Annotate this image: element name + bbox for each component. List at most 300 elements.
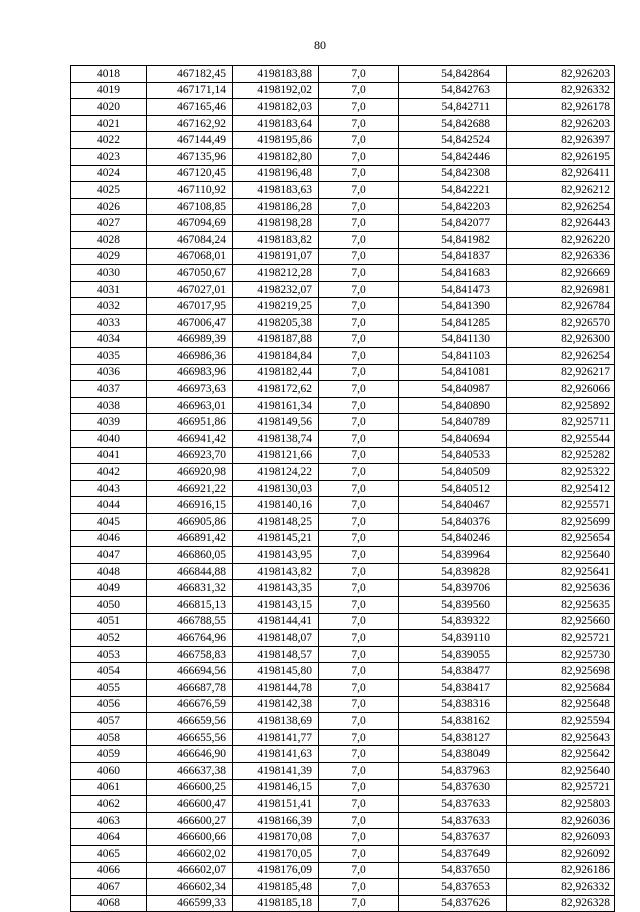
point-number-cell: 4033	[71, 314, 147, 331]
table-row	[71, 198, 615, 215]
longitude-cell: 82,925635	[507, 597, 615, 614]
table-row	[71, 165, 615, 182]
point-number-cell: 4025	[71, 182, 147, 199]
latitude-cell: 54,841390	[399, 298, 507, 315]
latitude-cell: 54,840467	[399, 497, 507, 514]
y-coordinate-cell: 4198191,07	[233, 248, 319, 265]
x-coordinate-cell: 466599,33	[147, 895, 233, 912]
point-number-cell: 4024	[71, 165, 147, 182]
accuracy-cell: 7,0	[319, 580, 399, 597]
table-row	[71, 132, 615, 149]
y-coordinate-cell: 4198170,08	[233, 829, 319, 846]
y-coordinate-cell: 4198148,25	[233, 514, 319, 531]
point-number-cell: 4038	[71, 397, 147, 414]
longitude-cell: 82,926093	[507, 829, 615, 846]
table-row	[71, 530, 615, 547]
point-number-cell: 4046	[71, 530, 147, 547]
point-number-cell: 4034	[71, 331, 147, 348]
coordinates-table	[70, 65, 615, 912]
point-number-cell: 4031	[71, 281, 147, 298]
latitude-cell: 54,837633	[399, 812, 507, 829]
accuracy-cell: 7,0	[319, 231, 399, 248]
accuracy-cell: 7,0	[319, 348, 399, 365]
table-row	[71, 779, 615, 796]
table-row	[71, 148, 615, 165]
x-coordinate-cell: 467027,01	[147, 281, 233, 298]
accuracy-cell: 7,0	[319, 148, 399, 165]
longitude-cell: 82,926443	[507, 215, 615, 232]
y-coordinate-cell: 4198166,39	[233, 812, 319, 829]
y-coordinate-cell: 4198140,16	[233, 497, 319, 514]
y-coordinate-cell: 4198138,74	[233, 431, 319, 448]
accuracy-cell: 7,0	[319, 646, 399, 663]
table-row	[71, 480, 615, 497]
latitude-cell: 54,842688	[399, 115, 507, 132]
y-coordinate-cell: 4198182,44	[233, 364, 319, 381]
accuracy-cell: 7,0	[319, 630, 399, 647]
x-coordinate-cell: 467017,95	[147, 298, 233, 315]
longitude-cell: 82,925684	[507, 679, 615, 696]
x-coordinate-cell: 466687,78	[147, 679, 233, 696]
accuracy-cell: 7,0	[319, 447, 399, 464]
accuracy-cell: 7,0	[319, 414, 399, 431]
longitude-cell: 82,925571	[507, 497, 615, 514]
y-coordinate-cell: 4198185,18	[233, 895, 319, 912]
point-number-cell: 4027	[71, 215, 147, 232]
point-number-cell: 4041	[71, 447, 147, 464]
latitude-cell: 54,841473	[399, 281, 507, 298]
x-coordinate-cell: 467110,92	[147, 182, 233, 199]
point-number-cell: 4058	[71, 729, 147, 746]
table-row	[71, 746, 615, 763]
longitude-cell: 82,926186	[507, 862, 615, 879]
latitude-cell: 54,841081	[399, 364, 507, 381]
accuracy-cell: 7,0	[319, 729, 399, 746]
longitude-cell: 82,925660	[507, 613, 615, 630]
x-coordinate-cell: 466659,56	[147, 713, 233, 730]
x-coordinate-cell: 466758,83	[147, 646, 233, 663]
latitude-cell: 54,842446	[399, 148, 507, 165]
accuracy-cell: 7,0	[319, 182, 399, 199]
latitude-cell: 54,838127	[399, 729, 507, 746]
y-coordinate-cell: 4198142,38	[233, 696, 319, 713]
y-coordinate-cell: 4198182,80	[233, 148, 319, 165]
y-coordinate-cell: 4198205,38	[233, 314, 319, 331]
y-coordinate-cell: 4198124,22	[233, 464, 319, 481]
table-row	[71, 762, 615, 779]
latitude-cell: 54,840789	[399, 414, 507, 431]
accuracy-cell: 7,0	[319, 99, 399, 116]
x-coordinate-cell: 466788,55	[147, 613, 233, 630]
latitude-cell: 54,839560	[399, 597, 507, 614]
x-coordinate-cell: 466655,56	[147, 729, 233, 746]
longitude-cell: 82,926332	[507, 879, 615, 896]
latitude-cell: 54,837637	[399, 829, 507, 846]
longitude-cell: 82,925721	[507, 630, 615, 647]
point-number-cell: 4065	[71, 845, 147, 862]
table-row	[71, 464, 615, 481]
longitude-cell: 82,925721	[507, 779, 615, 796]
point-number-cell: 4023	[71, 148, 147, 165]
x-coordinate-cell: 467171,14	[147, 82, 233, 99]
table-row	[71, 580, 615, 597]
accuracy-cell: 7,0	[319, 530, 399, 547]
longitude-cell: 82,925641	[507, 563, 615, 580]
accuracy-cell: 7,0	[319, 597, 399, 614]
accuracy-cell: 7,0	[319, 563, 399, 580]
x-coordinate-cell: 466600,47	[147, 796, 233, 813]
latitude-cell: 54,839964	[399, 547, 507, 564]
longitude-cell: 82,925322	[507, 464, 615, 481]
latitude-cell: 54,840890	[399, 397, 507, 414]
y-coordinate-cell: 4198149,56	[233, 414, 319, 431]
longitude-cell: 82,925654	[507, 530, 615, 547]
latitude-cell: 54,842077	[399, 215, 507, 232]
longitude-cell: 82,926092	[507, 845, 615, 862]
x-coordinate-cell: 466923,70	[147, 447, 233, 464]
accuracy-cell: 7,0	[319, 762, 399, 779]
point-number-cell: 4068	[71, 895, 147, 912]
x-coordinate-cell: 466921,22	[147, 480, 233, 497]
table-row	[71, 679, 615, 696]
x-coordinate-cell: 466676,59	[147, 696, 233, 713]
point-number-cell: 4042	[71, 464, 147, 481]
y-coordinate-cell: 4198141,77	[233, 729, 319, 746]
point-number-cell: 4020	[71, 99, 147, 116]
y-coordinate-cell: 4198232,07	[233, 281, 319, 298]
x-coordinate-cell: 466831,32	[147, 580, 233, 597]
table-row	[71, 66, 615, 83]
accuracy-cell: 7,0	[319, 331, 399, 348]
latitude-cell: 54,837653	[399, 879, 507, 896]
latitude-cell: 54,842711	[399, 99, 507, 116]
latitude-cell: 54,840509	[399, 464, 507, 481]
table-row	[71, 829, 615, 846]
x-coordinate-cell: 466600,25	[147, 779, 233, 796]
accuracy-cell: 7,0	[319, 679, 399, 696]
y-coordinate-cell: 4198183,63	[233, 182, 319, 199]
point-number-cell: 4021	[71, 115, 147, 132]
latitude-cell: 54,838049	[399, 746, 507, 763]
longitude-cell: 82,926036	[507, 812, 615, 829]
table-row	[71, 447, 615, 464]
accuracy-cell: 7,0	[319, 713, 399, 730]
coordinates-table-body	[71, 66, 615, 912]
table-row	[71, 646, 615, 663]
latitude-cell: 54,838417	[399, 679, 507, 696]
point-number-cell: 4062	[71, 796, 147, 813]
longitude-cell: 82,925698	[507, 663, 615, 680]
point-number-cell: 4043	[71, 480, 147, 497]
point-number-cell: 4044	[71, 497, 147, 514]
table-row	[71, 862, 615, 879]
latitude-cell: 54,838477	[399, 663, 507, 680]
accuracy-cell: 7,0	[319, 265, 399, 282]
accuracy-cell: 7,0	[319, 895, 399, 912]
point-number-cell: 4040	[71, 431, 147, 448]
point-number-cell: 4018	[71, 66, 147, 83]
latitude-cell: 54,839322	[399, 613, 507, 630]
point-number-cell: 4029	[71, 248, 147, 265]
accuracy-cell: 7,0	[319, 132, 399, 149]
latitude-cell: 54,837633	[399, 796, 507, 813]
latitude-cell: 54,837626	[399, 895, 507, 912]
latitude-cell: 54,840512	[399, 480, 507, 497]
longitude-cell: 82,925544	[507, 431, 615, 448]
x-coordinate-cell: 466989,39	[147, 331, 233, 348]
longitude-cell: 82,926217	[507, 364, 615, 381]
x-coordinate-cell: 467144,49	[147, 132, 233, 149]
longitude-cell: 82,925594	[507, 713, 615, 730]
latitude-cell: 54,838162	[399, 713, 507, 730]
accuracy-cell: 7,0	[319, 248, 399, 265]
table-row	[71, 713, 615, 730]
point-number-cell: 4052	[71, 630, 147, 647]
table-row	[71, 314, 615, 331]
point-number-cell: 4066	[71, 862, 147, 879]
y-coordinate-cell: 4198186,28	[233, 198, 319, 215]
y-coordinate-cell: 4198145,21	[233, 530, 319, 547]
point-number-cell: 4060	[71, 762, 147, 779]
x-coordinate-cell: 466986,36	[147, 348, 233, 365]
y-coordinate-cell: 4198143,95	[233, 547, 319, 564]
longitude-cell: 82,926203	[507, 115, 615, 132]
y-coordinate-cell: 4198130,03	[233, 480, 319, 497]
y-coordinate-cell: 4198143,35	[233, 580, 319, 597]
x-coordinate-cell: 466815,13	[147, 597, 233, 614]
x-coordinate-cell: 466600,27	[147, 812, 233, 829]
x-coordinate-cell: 466891,42	[147, 530, 233, 547]
x-coordinate-cell: 466860,05	[147, 547, 233, 564]
longitude-cell: 82,926397	[507, 132, 615, 149]
table-row	[71, 414, 615, 431]
y-coordinate-cell: 4198141,39	[233, 762, 319, 779]
accuracy-cell: 7,0	[319, 613, 399, 630]
x-coordinate-cell: 466602,34	[147, 879, 233, 896]
table-row	[71, 547, 615, 564]
latitude-cell: 54,842203	[399, 198, 507, 215]
accuracy-cell: 7,0	[319, 215, 399, 232]
table-row	[71, 248, 615, 265]
x-coordinate-cell: 467084,24	[147, 231, 233, 248]
latitude-cell: 54,837650	[399, 862, 507, 879]
longitude-cell: 82,925711	[507, 414, 615, 431]
accuracy-cell: 7,0	[319, 514, 399, 531]
table-row	[71, 115, 615, 132]
table-row	[71, 796, 615, 813]
latitude-cell: 54,838316	[399, 696, 507, 713]
point-number-cell: 4047	[71, 547, 147, 564]
point-number-cell: 4036	[71, 364, 147, 381]
y-coordinate-cell: 4198195,86	[233, 132, 319, 149]
point-number-cell: 4057	[71, 713, 147, 730]
longitude-cell: 82,925412	[507, 480, 615, 497]
longitude-cell: 82,925636	[507, 580, 615, 597]
y-coordinate-cell: 4198187,88	[233, 331, 319, 348]
x-coordinate-cell: 466963,01	[147, 397, 233, 414]
point-number-cell: 4030	[71, 265, 147, 282]
table-row	[71, 696, 615, 713]
latitude-cell: 54,840533	[399, 447, 507, 464]
x-coordinate-cell: 466983,96	[147, 364, 233, 381]
longitude-cell: 82,926254	[507, 348, 615, 365]
longitude-cell: 82,925640	[507, 547, 615, 564]
x-coordinate-cell: 467006,47	[147, 314, 233, 331]
latitude-cell: 54,837963	[399, 762, 507, 779]
table-row	[71, 812, 615, 829]
longitude-cell: 82,926411	[507, 165, 615, 182]
longitude-cell: 82,926570	[507, 314, 615, 331]
point-number-cell: 4064	[71, 829, 147, 846]
x-coordinate-cell: 466602,02	[147, 845, 233, 862]
x-coordinate-cell: 467165,46	[147, 99, 233, 116]
point-number-cell: 4059	[71, 746, 147, 763]
accuracy-cell: 7,0	[319, 464, 399, 481]
longitude-cell: 82,926254	[507, 198, 615, 215]
latitude-cell: 54,841285	[399, 314, 507, 331]
point-number-cell: 4045	[71, 514, 147, 531]
page-number: 80	[314, 38, 326, 52]
table-row	[71, 514, 615, 531]
x-coordinate-cell: 466764,96	[147, 630, 233, 647]
latitude-cell: 54,837630	[399, 779, 507, 796]
y-coordinate-cell: 4198183,64	[233, 115, 319, 132]
accuracy-cell: 7,0	[319, 547, 399, 564]
longitude-cell: 82,926784	[507, 298, 615, 315]
longitude-cell: 82,925643	[507, 729, 615, 746]
latitude-cell: 54,841982	[399, 231, 507, 248]
table-row	[71, 82, 615, 99]
latitude-cell: 54,839055	[399, 646, 507, 663]
table-row	[71, 99, 615, 116]
y-coordinate-cell: 4198182,03	[233, 99, 319, 116]
accuracy-cell: 7,0	[319, 779, 399, 796]
accuracy-cell: 7,0	[319, 431, 399, 448]
longitude-cell: 82,925640	[507, 762, 615, 779]
x-coordinate-cell: 466646,90	[147, 746, 233, 763]
accuracy-cell: 7,0	[319, 812, 399, 829]
y-coordinate-cell: 4198183,82	[233, 231, 319, 248]
y-coordinate-cell: 4198145,80	[233, 663, 319, 680]
accuracy-cell: 7,0	[319, 480, 399, 497]
latitude-cell: 54,841683	[399, 265, 507, 282]
accuracy-cell: 7,0	[319, 364, 399, 381]
y-coordinate-cell: 4198146,15	[233, 779, 319, 796]
x-coordinate-cell: 467094,69	[147, 215, 233, 232]
point-number-cell: 4055	[71, 679, 147, 696]
accuracy-cell: 7,0	[319, 845, 399, 862]
table-row	[71, 348, 615, 365]
y-coordinate-cell: 4198172,62	[233, 381, 319, 398]
latitude-cell: 54,842524	[399, 132, 507, 149]
longitude-cell: 82,926066	[507, 381, 615, 398]
point-number-cell: 4019	[71, 82, 147, 99]
point-number-cell: 4063	[71, 812, 147, 829]
x-coordinate-cell: 467120,45	[147, 165, 233, 182]
accuracy-cell: 7,0	[319, 314, 399, 331]
y-coordinate-cell: 4198143,82	[233, 563, 319, 580]
accuracy-cell: 7,0	[319, 381, 399, 398]
x-coordinate-cell: 466973,63	[147, 381, 233, 398]
point-number-cell: 4037	[71, 381, 147, 398]
point-number-cell: 4039	[71, 414, 147, 431]
y-coordinate-cell: 4198196,48	[233, 165, 319, 182]
table-row	[71, 879, 615, 896]
table-row	[71, 431, 615, 448]
accuracy-cell: 7,0	[319, 397, 399, 414]
y-coordinate-cell: 4198151,41	[233, 796, 319, 813]
y-coordinate-cell: 4198183,88	[233, 66, 319, 83]
longitude-cell: 82,925892	[507, 397, 615, 414]
point-number-cell: 4022	[71, 132, 147, 149]
accuracy-cell: 7,0	[319, 82, 399, 99]
x-coordinate-cell: 466637,38	[147, 762, 233, 779]
y-coordinate-cell: 4198184,84	[233, 348, 319, 365]
table-row	[71, 215, 615, 232]
y-coordinate-cell: 4198144,78	[233, 679, 319, 696]
latitude-cell: 54,840246	[399, 530, 507, 547]
table-row	[71, 663, 615, 680]
table-row	[71, 298, 615, 315]
longitude-cell: 82,926178	[507, 99, 615, 116]
x-coordinate-cell: 466920,98	[147, 464, 233, 481]
y-coordinate-cell: 4198161,34	[233, 397, 319, 414]
point-number-cell: 4051	[71, 613, 147, 630]
point-number-cell: 4067	[71, 879, 147, 896]
y-coordinate-cell: 4198198,28	[233, 215, 319, 232]
table-row	[71, 563, 615, 580]
accuracy-cell: 7,0	[319, 879, 399, 896]
longitude-cell: 82,925642	[507, 746, 615, 763]
table-row	[71, 182, 615, 199]
table-row	[71, 281, 615, 298]
point-number-cell: 4028	[71, 231, 147, 248]
latitude-cell: 54,841103	[399, 348, 507, 365]
table-row	[71, 895, 615, 912]
x-coordinate-cell: 466602,07	[147, 862, 233, 879]
accuracy-cell: 7,0	[319, 198, 399, 215]
x-coordinate-cell: 466905,86	[147, 514, 233, 531]
x-coordinate-cell: 467108,85	[147, 198, 233, 215]
y-coordinate-cell: 4198212,28	[233, 265, 319, 282]
point-number-cell: 4035	[71, 348, 147, 365]
point-number-cell: 4048	[71, 563, 147, 580]
longitude-cell: 82,926336	[507, 248, 615, 265]
x-coordinate-cell: 467050,67	[147, 265, 233, 282]
accuracy-cell: 7,0	[319, 829, 399, 846]
latitude-cell: 54,840987	[399, 381, 507, 398]
longitude-cell: 82,925282	[507, 447, 615, 464]
longitude-cell: 82,926203	[507, 66, 615, 83]
longitude-cell: 82,926195	[507, 148, 615, 165]
y-coordinate-cell: 4198143,15	[233, 597, 319, 614]
y-coordinate-cell: 4198144,41	[233, 613, 319, 630]
longitude-cell: 82,926220	[507, 231, 615, 248]
x-coordinate-cell: 467162,92	[147, 115, 233, 132]
point-number-cell: 4049	[71, 580, 147, 597]
x-coordinate-cell: 466694,56	[147, 663, 233, 680]
table-row	[71, 613, 615, 630]
latitude-cell: 54,842864	[399, 66, 507, 83]
accuracy-cell: 7,0	[319, 746, 399, 763]
y-coordinate-cell: 4198170,05	[233, 845, 319, 862]
accuracy-cell: 7,0	[319, 165, 399, 182]
longitude-cell: 82,926332	[507, 82, 615, 99]
y-coordinate-cell: 4198192,02	[233, 82, 319, 99]
point-number-cell: 4053	[71, 646, 147, 663]
table-row	[71, 397, 615, 414]
x-coordinate-cell: 466844,88	[147, 563, 233, 580]
